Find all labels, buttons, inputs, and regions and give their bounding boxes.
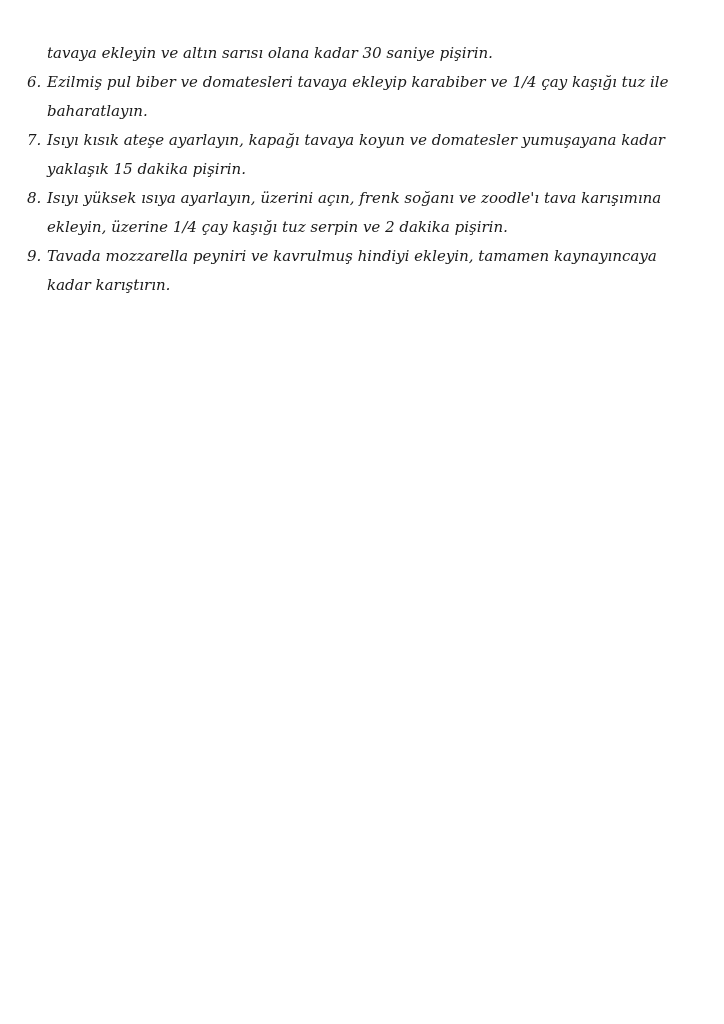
step-8-line-2: ekleyin, üzerine 1/4 çay kaşığı tuz serpin ve 2 dakika pişirin. (47, 218, 508, 236)
step-8-line-1: 8. Isıyı yüksek ısıya ayarlayın, üzerini açın, frenk soğanı ve zoodle'ı tava karışımına (27, 189, 662, 207)
step-number: 7. (27, 131, 42, 149)
step-7-line-2: yaklaşık 15 dakika pişirin. (47, 160, 246, 178)
step-9-line-1: 9. Tavada mozzarella peyniri ve kavrulmuş hindiyi ekleyin, tamamen kaynayıncaya (27, 247, 657, 265)
step-6-line-1: 6. Ezilmiş pul biber ve domatesleri tavaya ekleyip karabiber ve 1/4 çay kaşığı tuz ile (27, 73, 669, 91)
step-9-line-2: kadar karıştırın. (47, 276, 171, 294)
step-number: 9. (27, 247, 42, 265)
step-number: 6. (27, 73, 42, 91)
step-7-line-1: 7. Isıyı kısık ateşe ayarlayın, kapağı tavaya koyun ve domatesler yumuşayana kadar (27, 131, 665, 149)
step-6-line-2: baharatlayın. (47, 102, 148, 120)
step-number: 8. (27, 189, 42, 207)
step-continuation-line: tavaya ekleyin ve altın sarısı olana kadar 30 saniye pişirin. (47, 44, 493, 62)
